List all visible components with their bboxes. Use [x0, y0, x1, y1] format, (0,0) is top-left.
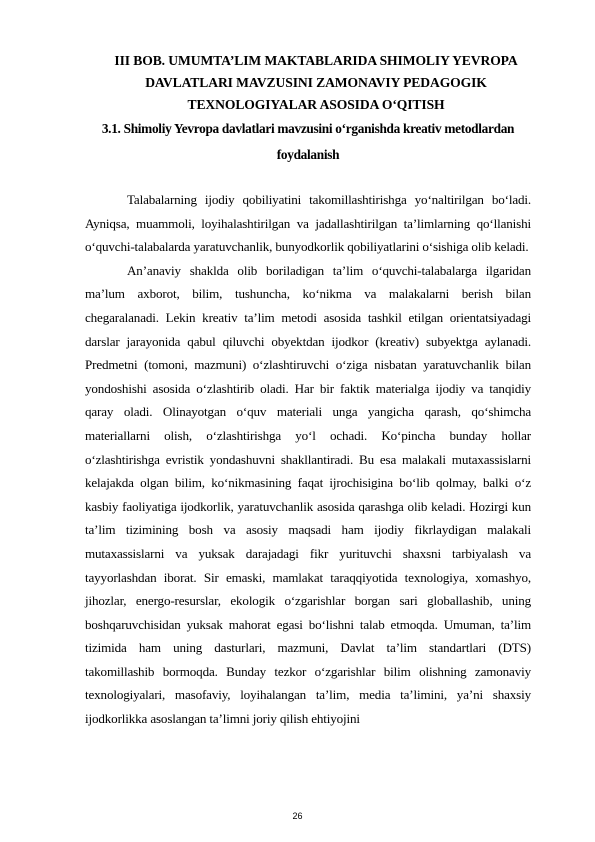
section-title: 3.1. Shimoliy Yevropa davlatlari mavzusini o‘rganishda kreativ metodlardan foydalanish — [101, 121, 515, 162]
body-text — [85, 188, 531, 731]
chapter-title: III BOB. UMUMTA’LIM MAKTABLARIDA SHIMOLIY YEVROPA DAVLATLARI MAVZUSINI ZAMONAVIY PEDAGOGIK TEXNOLOGIYALAR ASOSIDA O‘QITISH — [114, 53, 518, 112]
document-page — [85, 50, 531, 731]
paragraph: Talabalarning ijodiy qobiliyatini takomillashtirishga yo‘naltirilgan bo‘ladi. Ayniqsa, muammoli, loyihalashtirilgan va jadallashtirilgan ta’limlarning qo‘llanishi o‘quvchi-talabalarda yaratuvchanlik, bunyodkorlik qobiliyatlarini o‘sishiga olib keladi. — [85, 192, 531, 255]
page-number: 26 — [292, 811, 303, 821]
paragraph: An’anaviy shaklda olib boriladigan ta’lim o‘quvchi-talabalarga ilgaridan ma’lum axborot, bilim, tushuncha, ko‘nikma va malakalarni berish bilan chegaralanadi. Lekin kreativ ta’lim metodi asosida tashkil etilgan orientatsiyadagi darslar jarayonida qabul qiluvchi obyektdan ijodkor (kreativ) subyektga aylanadi. Predmetni (tomoni, mazmuni) o‘zlashtiruvchi o‘ziga nisbatan yaratuvchanlik bilan yondoshishi asosida o‘zlashtirib oladi. Har bir faktik materialga ijodiy va tanqidiy qaray oladi. Olinayotgan o‘quv materiali unga yangicha qarash, qo‘shimcha materiallarni olish, o‘zlashtirishga yo‘l ochadi. Ko‘pincha bunday hollar o‘zlashtirishga evristik yondashuvni shakllantiradi. Bu esa malakali mutaxassislarni kelajakda olgan bilim, ko‘nikmasining faqat ijrochisigina bo‘lib qolmay, balki o‘z kasbiy faoliyatiga ijodkorlik, yaratuvchanlik asosida qarashga olib keladi. Hozirgi kun ta’lim tizimining bosh va asosiy maqsadi ham ijodiy fikrlaydigan malakali mutaxassislarni va yuksak darajadagi fikr yurituvchi shaxsni tarbiyalash va tayyorlashdan iborat. Sir emaski, mamlakat taraqqiyotida texnologiya, xomashyo, jihozlar, energo-resurslar, ekologik o‘zgarishlar borgan sari globallashib, uning boshqaruvchisidan yuksak mahorat egasi bo‘lishni talab etmoqda. Umuman, ta’lim tizimida ham uning dasturlari, mazmuni, Davlat ta’lim standartlari (DTS) takomillashib bormoqda. Bunday tezkor o‘zgarishlar bilim olishning zamonaviy texnologiyalari, masofaviy, loyihalangan ta’lim, media ta’limini, ya’ni shaxsiy ijodkorlikka asoslangan ta’limni joriy qilish ehtiyojini — [85, 262, 531, 727]
